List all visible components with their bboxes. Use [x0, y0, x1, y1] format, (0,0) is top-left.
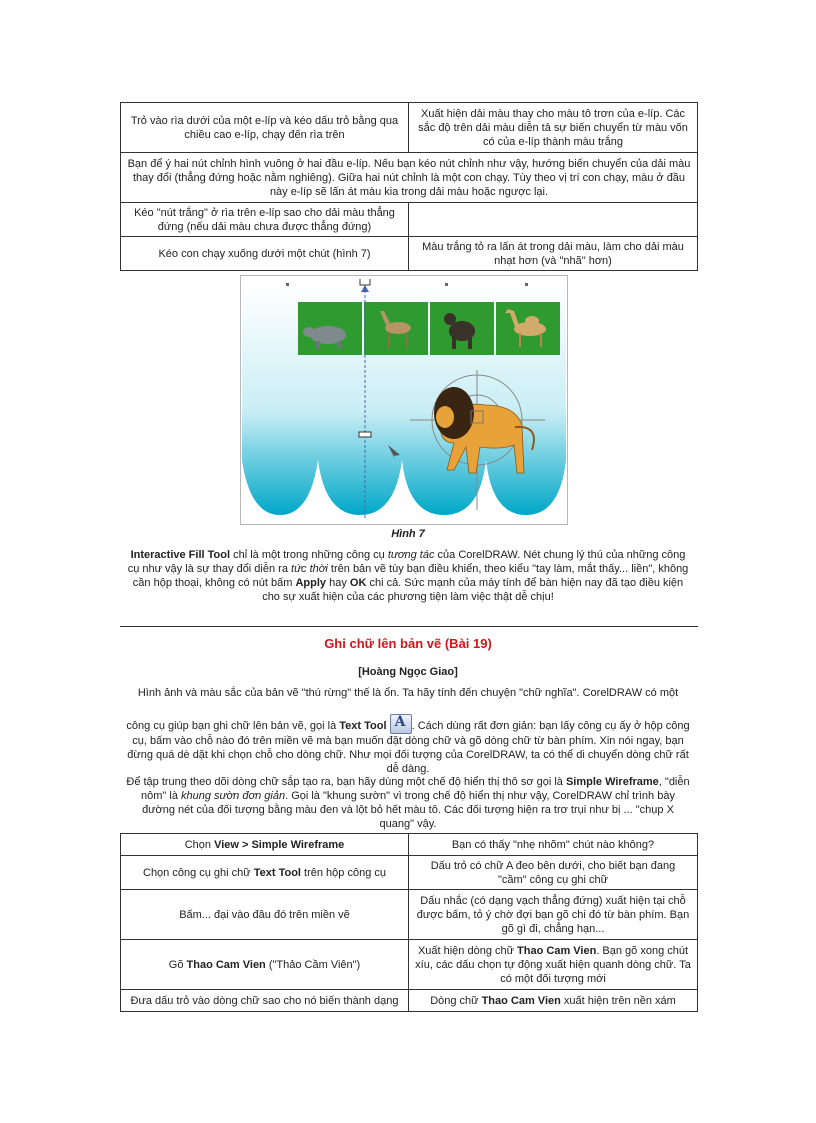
table-cell: Bạn có thấy "nhẹ nhõm" chút nào không? — [409, 834, 698, 856]
bold-term: Thao Cam Vien — [517, 944, 597, 957]
bold-term: Apply — [295, 577, 327, 589]
bold-term: Text Tool — [253, 866, 301, 879]
text-tool-letter: A — [394, 714, 406, 730]
text-run: chi cả. Sức mạnh của máy tính để bàn hiện nay đã tạo điều kiện cho sự xuất hiện của các phương tiện làm việc thật dễ chịu! — [262, 577, 684, 603]
paragraph-wireframe — [124, 775, 692, 831]
text-run: ("Thảo Cầm Viên") — [265, 958, 361, 971]
text-run: . Gọi là "khung sườn" vì trong chế độ hiển thị như vậy, CorelDRAW chỉ trình bày đường nét của đối tượng bằng màu đen và lột bỏ hết màu tô. Các đối tượng hiện ra trơ trụi như bị ... "chụp X quang" vậy. — [142, 790, 675, 830]
bold-term: Thao Cam Vien — [186, 958, 266, 971]
text-run: . Bạn gõ xong chút xíu, các dấu chọn tự động xuất hiện quanh dòng chữ. Ta có một đối tượng mới — [415, 944, 691, 985]
bold-term: OK — [349, 577, 367, 589]
table-cell — [121, 856, 409, 890]
text-run: . Cách dùng rất đơn giản: bạn lấy công cụ ấy ở hộp công cụ, bấm vào chỗ nào đó trên miền vẽ mà bạn muốn đặt dòng chữ và gõ dòng chữ từ bàn phím. Xin nói ngay, bạn đừng quá dè dặt khi chọn chỗ cho dòng chữ. Như mọi đối tượng của CorelDRAW, ta có thể di chuyển dòng chữ rất dễ dàng. — [127, 720, 690, 775]
table-cell: Bạn để ý hai nút chỉnh hình vuông ở hai đầu e-líp. Nếu bạn kéo nút chỉnh như vậy, hướng biến chuyển của dải màu thay đổi (thẳng đứng hoặc nằm nghiêng). Giữa hai nút chỉnh là một con chạy. Tùy theo vị trí con chạy, màu ở đầu này e-líp sẽ lấn át màu kia trong dải màu hoặc ngược lại. — [121, 153, 698, 203]
section-author: [Hoàng Ngọc Giao] — [358, 666, 458, 678]
text-run: của CorelDRAW. Nét chung lý thú của những công cụ như vậy là sự thay đổi diễn ra — [127, 549, 686, 575]
bold-term: View > Simple Wireframe — [214, 838, 345, 851]
bold-term: Text Tool — [339, 720, 387, 732]
italic-term: tương tác — [387, 549, 435, 561]
table-cell: Dấu trỏ có chữ A đeo bên dưới, cho biết bạn đang "cầm" công cụ ghi chữ — [409, 856, 698, 890]
text-run: xuất hiện trên nền xám — [560, 994, 676, 1007]
table-cell — [409, 940, 698, 990]
text-tool-icon — [390, 714, 412, 734]
table-cell: Màu trắng tỏ ra lấn át trong dải màu, làm cho dải màu nhạt hơn (và "nhã" hơn) — [409, 237, 698, 271]
text-run: Xuất hiện dòng chữ — [417, 944, 518, 957]
paragraph-interactive-fill — [124, 548, 692, 604]
table-row — [121, 990, 698, 1012]
text-run: Để tập trung theo dõi dòng chữ sắp tạo ra, bạn hãy dùng một chế độ hiển thị thô sơ gọi là — [126, 776, 566, 788]
table-cell — [121, 834, 409, 856]
text-run: Gõ — [168, 958, 187, 971]
text-run: Chọn — [184, 838, 215, 851]
table-cell: Trỏ vào rìa dưới của một e-líp và kéo dấu trỏ bằng qua chiều cao e-líp, chạy đến rìa trên — [121, 103, 409, 153]
table-row — [121, 890, 698, 940]
instruction-table-1 — [120, 102, 698, 271]
fill-slider — [359, 432, 371, 437]
table-row — [121, 103, 698, 153]
text-run: Dòng chữ — [430, 994, 482, 1007]
bold-term: Simple Wireframe — [565, 776, 659, 788]
table-row — [121, 856, 698, 890]
table-row — [121, 237, 698, 271]
section-title: Ghi chữ lên bản vẽ (Bài 19) — [324, 636, 492, 651]
table-cell: Dấu nhắc (có dạng vạch thẳng đứng) xuất hiện tại chỗ được bấm, tỏ ý chờ đợi bạn gõ chi đó từ bàn phím. Bạn gõ gì đi, chẳng hạn... — [409, 890, 698, 940]
figure-7-illustration — [240, 275, 568, 525]
bold-term: Interactive Fill Tool — [130, 549, 231, 561]
text-run: trên hộp công cụ — [300, 866, 386, 879]
table-row — [121, 940, 698, 990]
table-row — [121, 834, 698, 856]
bold-term: Thao Cam Vien — [481, 994, 561, 1007]
figure-caption: Hình 7 — [391, 528, 425, 540]
table-cell — [409, 203, 698, 237]
text-run: công cụ giúp bạn ghi chữ lên bản vẽ, gọi là — [126, 720, 340, 732]
table-cell: Kéo con chạy xuống dưới một chút (hình 7) — [121, 237, 409, 271]
text-run: hay — [326, 577, 350, 589]
table-cell: Xuất hiện dải màu thay cho màu tô trơn của e-líp. Các sắc độ trên dải màu diễn tả sự biến chuyển từ màu vốn có của e-líp thành màu trắng — [409, 103, 698, 153]
text-run: chỉ là một trong những công cụ — [230, 549, 388, 561]
section-divider — [120, 626, 698, 627]
text-run: trên bản vẽ tùy bạn điều khiển, theo kiểu "tay làm, mắt thấy... liền", không cần hộp thoại, không có nút bấm — [132, 563, 689, 589]
italic-term: tức thời — [291, 563, 328, 575]
text-run: , "diễn nôm" là — [141, 776, 690, 802]
text-run: Hình ảnh và màu sắc của bản vẽ "thú rừng" thế là ổn. Ta hãy tính đến chuyện "chữ nghĩa". CorelDRAW có một — [137, 687, 679, 699]
table-cell: Kéo "nút trắng" ở rìa trên e-líp sao cho dải màu thẳng đứng (nếu dải màu chưa được thẳng đứng) — [121, 203, 409, 237]
italic-term: khung sườn đơn giản — [181, 790, 286, 802]
table-cell — [409, 990, 698, 1012]
text-run: Chọn công cụ ghi chữ — [143, 866, 254, 879]
table-row — [121, 153, 698, 203]
table-cell — [121, 940, 409, 990]
table-row — [121, 203, 698, 237]
instruction-table-2 — [120, 833, 698, 1012]
paragraph-text-tool — [124, 686, 692, 776]
table-cell: Bấm... đại vào đâu đó trên miền vẽ — [121, 890, 409, 940]
table-cell: Đưa dấu trỏ vào dòng chữ sao cho nó biến thành dạng — [121, 990, 409, 1012]
